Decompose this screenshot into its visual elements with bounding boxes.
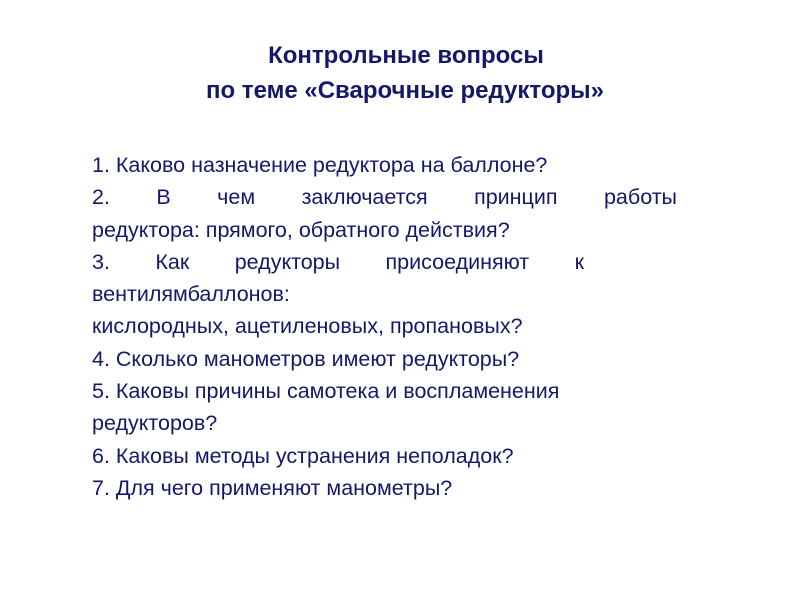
question-line: 5. Каковы причины самотека и воспламенения bbox=[92, 379, 560, 404]
question-line: 3. Как редукторы присоединяют к bbox=[92, 249, 584, 274]
question-line: кислородных, ацетиленовых, пропановых? bbox=[92, 314, 523, 339]
question-line: 7. Для чего применяют манометры? bbox=[92, 475, 453, 500]
question-line: редуктора: прямого, обратного действия? bbox=[92, 217, 510, 242]
question-line: вентилямбаллонов: bbox=[92, 282, 290, 307]
question-line: 1. Каково назначение редуктора на баллоне? bbox=[92, 153, 548, 177]
question-line: 4. Сколько манометров имеют редукторы? bbox=[92, 346, 520, 371]
question-line: редукторов? bbox=[92, 411, 218, 436]
question-line: 2. В чем заключается принцип работы bbox=[92, 185, 677, 210]
slide-title bbox=[0, 38, 800, 108]
slide-title-line-1: Контрольные вопросы bbox=[268, 42, 544, 69]
question-line: 6. Каковы методы устранения неполадок? bbox=[92, 443, 514, 468]
slide-title-line-2: по теме «Сварочные редукторы» bbox=[205, 77, 604, 104]
questions-list bbox=[92, 149, 677, 504]
